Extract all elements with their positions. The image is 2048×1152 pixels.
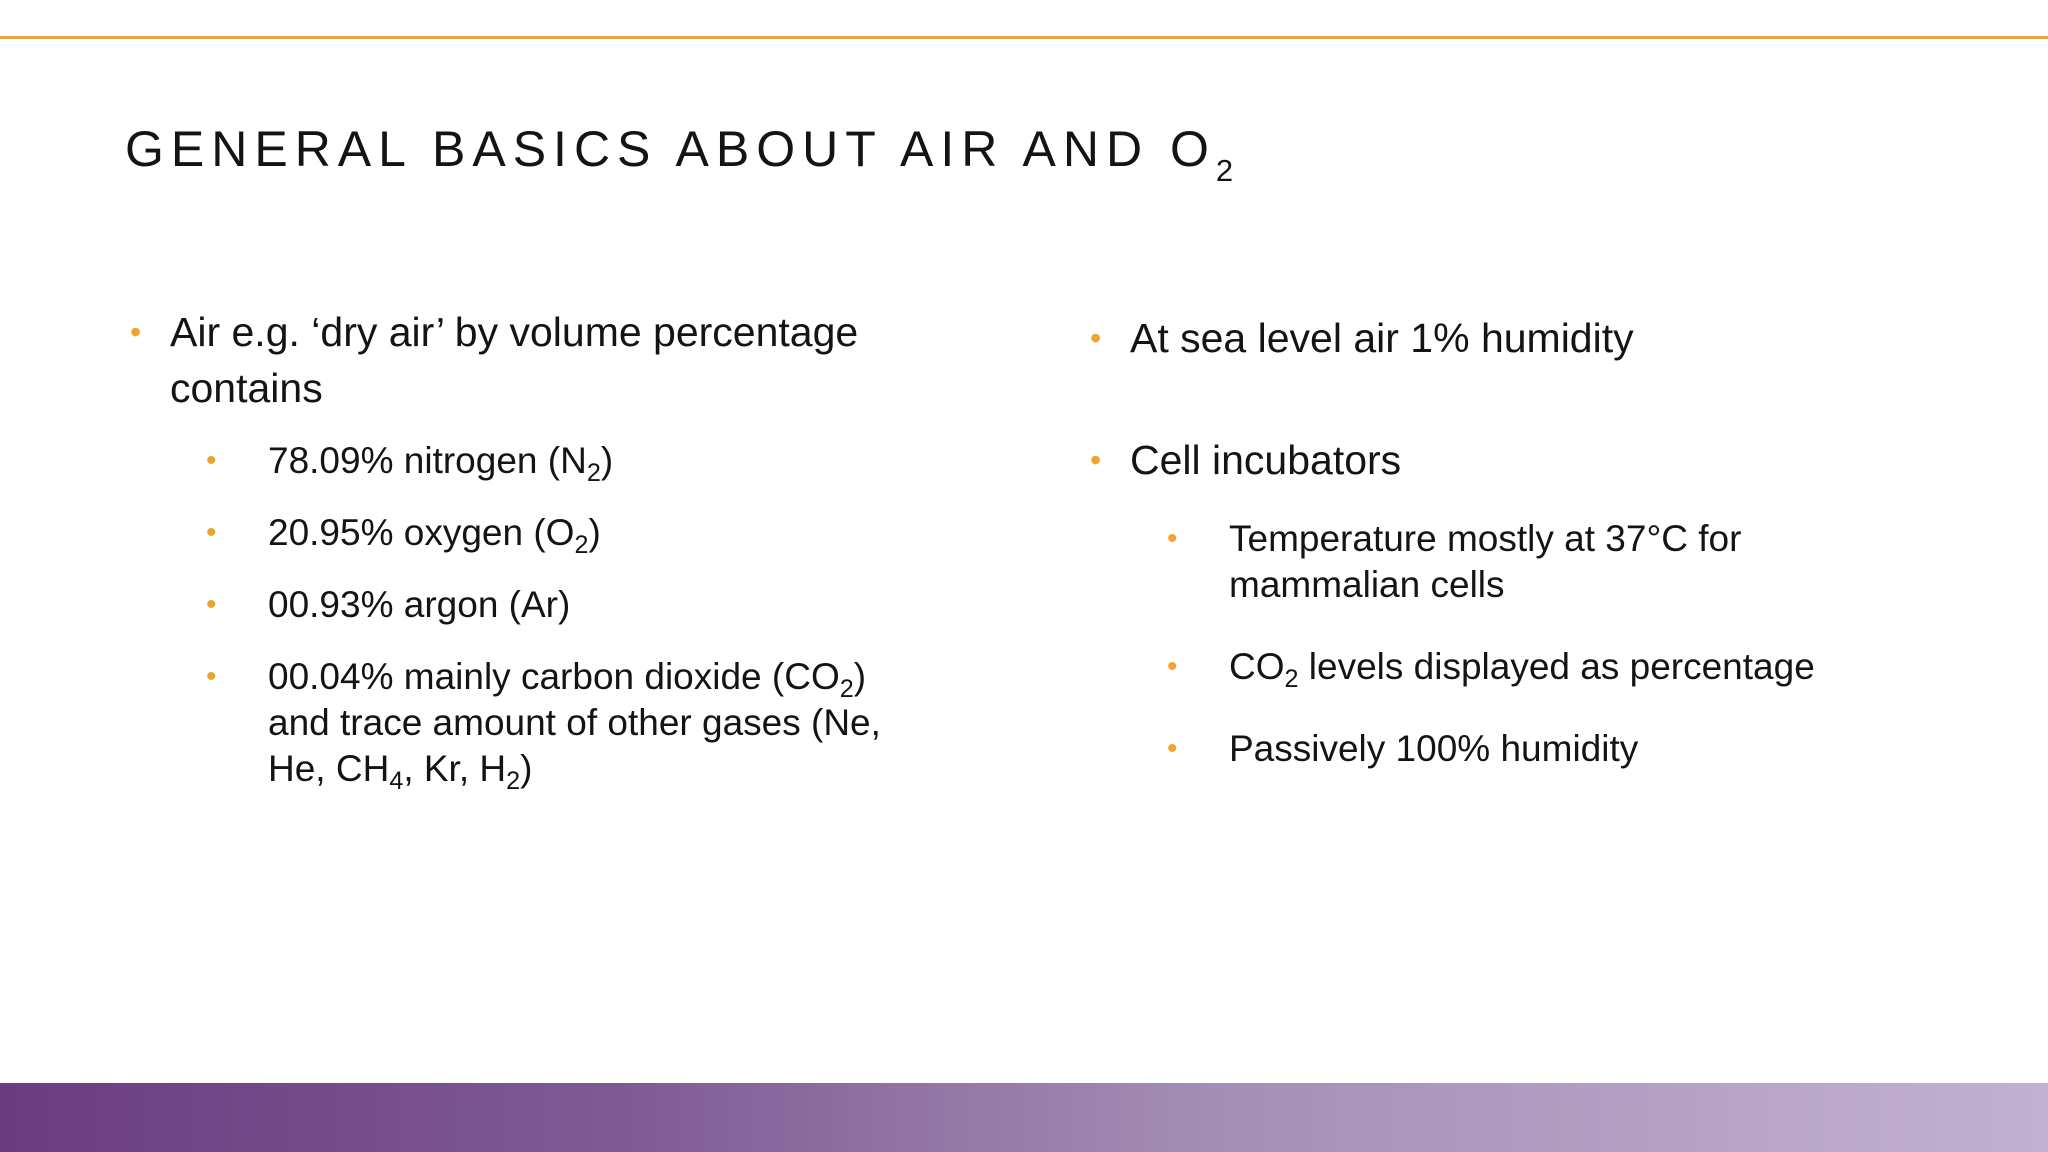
ch4-subscript: 4 <box>389 767 404 796</box>
bullet-dry-air-line1: Air e.g. ‘dry air’ by volume percentage <box>170 309 859 355</box>
sub-bullet-oxygen <box>128 510 948 560</box>
left-column <box>128 304 948 796</box>
cell-incubators-text: Cell incubators <box>1130 437 1402 483</box>
bullet-dry-air <box>128 304 948 416</box>
sub-bullet-humidity <box>1088 726 1988 772</box>
bullet-dot-icon: • <box>206 444 217 477</box>
co2-levels-subscript: 2 <box>1284 665 1299 694</box>
co2-levels-pre: CO <box>1229 646 1285 687</box>
top-accent-rule <box>0 36 2048 39</box>
sub-bullet-temperature <box>1088 516 1988 608</box>
bullet-dot-icon: • <box>1090 320 1102 356</box>
co2-line1-tail: ) <box>853 656 867 697</box>
bullet-dot-icon: • <box>206 588 217 621</box>
bullet-sea-level-humidity <box>1088 310 1988 366</box>
nitrogen-tail: ) <box>600 440 614 481</box>
co2-line3-tail: ) <box>520 748 533 789</box>
co2-line3: He, CH <box>268 748 390 789</box>
co2-levels-text: levels displayed as percentage <box>1298 646 1815 687</box>
slide-title <box>125 121 1234 188</box>
co2-line2: and trace amount of other gases (Ne, <box>268 702 881 743</box>
argon-text: 00.93% argon (Ar) <box>268 584 571 625</box>
bullet-dot-icon: • <box>130 314 142 350</box>
bullet-cell-incubators <box>1088 432 1988 488</box>
slide-title-text: GENERAL BASICS ABOUT AIR AND O <box>125 121 1216 177</box>
bullet-dot-icon: • <box>1167 732 1178 765</box>
co2-line1: 00.04% mainly carbon dioxide (CO <box>268 656 840 697</box>
nitrogen-text: 78.09% nitrogen (N <box>268 440 587 481</box>
right-column <box>1088 310 1988 772</box>
bullet-dot-icon: • <box>1167 522 1178 555</box>
humidity-text: Passively 100% humidity <box>1229 728 1639 769</box>
bullet-dot-icon: • <box>1167 650 1178 683</box>
temperature-line1: Temperature mostly at 37°C for <box>1229 518 1742 559</box>
slide-title-subscript: 2 <box>1215 153 1234 188</box>
bullet-dot-icon: • <box>206 660 217 693</box>
sub-bullet-co2-levels <box>1088 644 1988 694</box>
sea-level-text: At sea level air 1% humidity <box>1130 315 1634 361</box>
bullet-dot-icon: • <box>1090 442 1102 478</box>
sub-bullet-nitrogen <box>128 438 948 488</box>
bottom-gradient-band <box>0 1083 2048 1152</box>
co2-line3-mid: , Kr, H <box>403 748 507 789</box>
oxygen-text: 20.95% oxygen (O <box>268 512 575 553</box>
co2-subscript: 2 <box>839 675 854 704</box>
sub-bullet-argon <box>128 582 948 628</box>
bullet-dry-air-line2: contains <box>170 365 323 411</box>
oxygen-subscript: 2 <box>574 531 589 560</box>
oxygen-tail: ) <box>588 512 601 553</box>
temperature-line2: mammalian cells <box>1229 564 1505 605</box>
h2-subscript: 2 <box>506 767 521 796</box>
sub-bullet-carbon-dioxide <box>128 654 948 796</box>
bullet-dot-icon: • <box>206 516 217 549</box>
nitrogen-subscript: 2 <box>586 459 601 488</box>
